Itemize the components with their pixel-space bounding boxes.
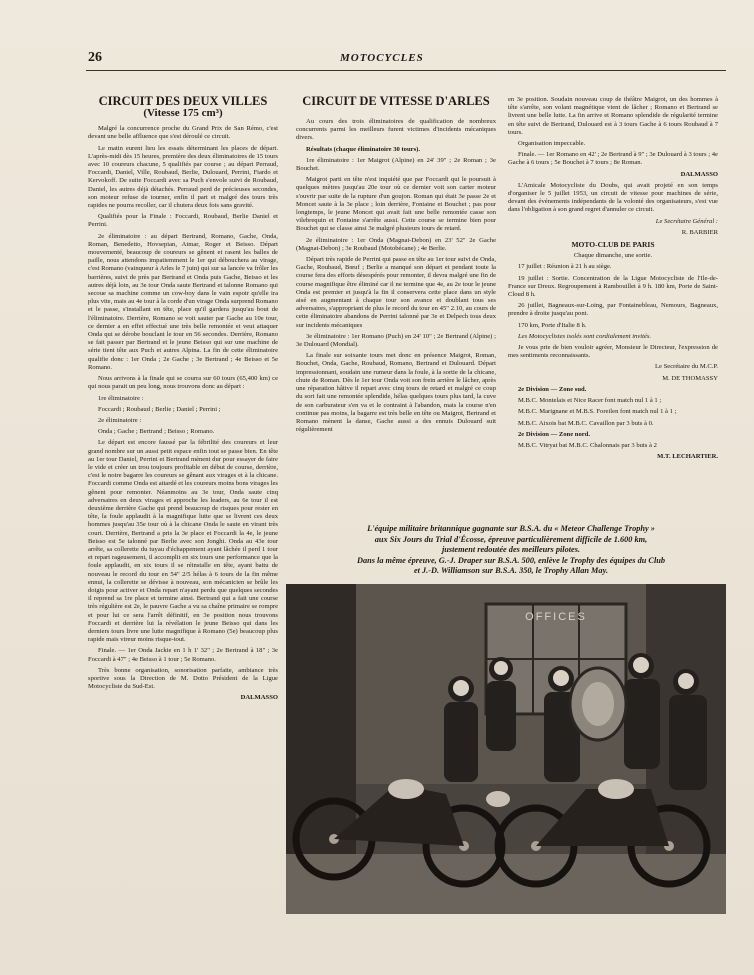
division-heading: 2e Division — Zone nord.: [518, 430, 590, 438]
club-item: 17 juillet : Réunion à 21 h au siège.: [518, 263, 612, 271]
paragraph: Maigrot parti en tête n'est inquiété que par Foccardi qui le poursuit à quelques mètres jusqu'au 20e tour où ce dernier voit son carter moteur s'ouvrir par suite de la rupture d'un goujon. Roman qui était 3e passe 2e et Moncet saute à la 3e place ; loin derrière, Fontaine et Bouchet ; pas pour longtemps, le jeune Moncet qui avait fait une belle remontée casse son vilebrequin et Fontaine s'arrête aussi. Cette course se termine bien pour Bouchet qui se classe ainsi 3e malgré plusieurs tours de retard.: [296, 176, 496, 233]
club-item: 26 juillet, Bagneaux-sur-Loing, par Fontainebleau, Nemours, Bagneaux, prendre à droite jusqu'au pont.: [508, 302, 718, 318]
match-result: M.B.C. Marignane et M.B.S. Foreilen font match nul 1 à 1 ;: [518, 408, 677, 416]
signature: R. BARBIER: [681, 228, 718, 236]
paragraph: en 3e position. Soudain nouveau coup de théâtre Maigrot, un des hommes à tête s'arrête, son volant magnétique vient de lâcher ; Romano et Bertrand se livrent une belle lutte. La fin arrive et Romano splendide de régularité termine en tête suivi de Bertrand, Dulouard est à 3 tours Gache à 6 tours Roubaud à 7 tours.: [508, 96, 718, 136]
paragraph: Au cours des trois éliminatoires de qualification de nombreux concurrents parmi les meilleurs furent victimes d'incidents mécaniques divers.: [296, 118, 496, 142]
caption-line: justement redoutée des meilleurs pilotes.: [441, 545, 581, 554]
signature-role: Le Secrétaire du M.C.P.: [655, 363, 718, 371]
magazine-title: MOTOCYCLES: [340, 52, 424, 64]
qualifier-names: Foccardi ; Roubaud ; Berlie ; Daniel ; Perrini ;: [98, 405, 221, 413]
final-results: Finale. — 1er Romano en 42' ; 2e Bertrand à 9" ; 3e Dulouard à 3 tours ; 4e Gache à 6 tours ; 5e Bouchet à 7 tours ; 8e Roman.: [508, 151, 718, 167]
paragraph: Qualifiés pour la Finale : Foccardi, Roubaud, Berlie Daniel et Perrini.: [88, 213, 278, 229]
article-title: CIRCUIT DES DEUX VILLES: [98, 94, 268, 108]
match-result: M.B.C. Montelais et Nice Racer font match nul 1 à 1 ;: [518, 397, 662, 405]
paragraph: 2e éliminatoire : au départ Bertrand, Romano, Gache, Onda, Roman, Benedetto, Hovsepian, Aimar, Roger et Beisso. Départ mouvementé, beaucoup de coureurs se gênent et rasent les balles de paille, nous attendons impatiemment le 1er qui débouchera au virage, c'est Romano (vainqueur à Arles le 7 juin) qui sur sa lancée va frôler les barrières, suivi de près par Bertrand et Onda puis Gache, Beisso et les autres déjà loin, au 3e tour Onda saute Bertrand et talonne Romano qui secoue sa machine comme un cow-boy dans le vain espoir qu'elle ira plus vite, mais au 4e tour à la corde d'un virage Onda surprend Romano et le passe, s'installant en tête, place qu'il gardera jusqu'au bout de l'éliminatoire. Derrière, Romano se voit sauter par Gache au 10e tour, ce dernier a en effet effectué une très belle remontée et veut attaquer Onda qui se dérobe bouclant le tour en 56 secondes. Derrière, Romano se fait passer par Bertrand et le jeune Beisso qui sur une machine de série tient tête aux Puch et autres Alpina. La fin de cette éliminatoire qualifie donc : 1er Onda ; 2e Gache ; 3e Bertrand ; 4e Beisso et 5e Romano.: [88, 232, 278, 371]
caption-line: et J.-D. Williamson sur B.S.A. 350, le Trophy Allan May.: [413, 566, 609, 575]
result-line: 3e éliminatoire : 1er Romano (Puch) en 24' 10" ; 2e Bertrand (Alpine) ; 3e Dulouard (Mondial).: [296, 332, 496, 349]
club-item: Les Motocyclistes isolés sont cordialement invités.: [518, 332, 652, 340]
qualifier-label: 2e éliminatoire :: [98, 416, 142, 424]
club-item: 19 juillet : Sortie. Concentration de la Ligue Motocycliste de l'Ile-de-France sur Dreux. Regroupement à Rambouillet à 9 h. 180 km, Porte de Saint-Cloud 8 h.: [508, 274, 718, 299]
paragraph: Départ très rapide de Perrini qui passe en tête au 1er tour suivi de Onda, Gache, Roubaud, Bœuf ; Berlie a manqué son départ et pendant toute la course fera des efforts désespérés pour remonter, il devra malgré une fin de course magnifique être éliminé car il ne termine que 4e, au 2e tour le jeune Onda est premier et jusqu'à la fin il conservera cette place dans un style aisé en augmentant à chaque tour son avance et doublant tous ses adversaires, s'appropriant de plus le record du tour en 45" 2.10, au cours de cette éliminatoire abandons de Perrini talonné par 3e et Delpech tous deux sur incidents mécaniques: [296, 256, 496, 329]
signature: DALMASSO: [240, 694, 278, 702]
caption-line: L'équipe militaire britannique gagnante sur B.S.A. du « Meteor Challenge Trophy »: [367, 524, 655, 533]
paragraph: Nous arrivons à la finale qui se courra sur 60 tours (65,400 km) ce qui nous parait un peu long, nous trouvons donc au départ :: [88, 375, 278, 391]
article-title: CIRCUIT DE VITESSE D'ARLES: [302, 94, 490, 108]
result-line: 1re éliminatoire : 1er Maigrot (Alpine) en 24' 39" ; 2e Roman ; 3e Bouchet.: [296, 156, 496, 173]
paragraph: La finale sur soixante tours met donc en présence Maigrot, Roman, Bouchet, Onda, Gache, Roubaud, Romano, Bertrand et Dulouard. Départ impressionnant, soudain une rumeur dans la foule, à la sortie de la chicane, chute de Roman. Dès le 1er tour Onda voit son frein arrière le lâcher, après une réparation hâtive il repart avec cinq tours de retard et malgré ce coup du sort fait une remontée splendide, hélas quelques tours plus tard, la cuve de son carburateur s'en va et le contraint à l'abandon, mais la course n'en continue pas moins, la bagarre est très belle en tête ou Maigrot, Bertrand et Romano mènent la danse, Gache aussi a des ennuis Dulouard suit régulièrement: [296, 352, 496, 434]
photo-caption: [296, 524, 726, 577]
paragraph: Le départ est encore faussé par la fébrilité des coureurs et leur grand nombre sur un aussi petit espace enfin tout se passe bien. En tête au 1er tour Daniel, Perrini et Bertrand mènent dur pour essayer de faire le vide et créer un trou toujours profitable en début de course, derrière, c'est le noire bagarre les coureurs se gênant aux virages et à la chicane. Foccardi comme Onda est attardé et les coureurs moins bons virages les gênent pour remonter. Néanmoins au 3e tour, Onda saute cinq adversaires en deux virages et approche les leaders, au 6e tour il est deuxième derrière Gache qui prend beaucoup de risques pour rester en tête, la foule applaudit à la magnifique lutte que se livrent ces deux hommes jusqu'au 35e tour où à la chicane Onda le saute en virant très court. Derrière, Bertrand a pris la 3e place et Foccardi la 4e, le jeune Beisso est 5e talonné par Berlie avec son Jonghi. Onda au 43e tour arrête, sa collerette du tuyau d'échappement ayant lâchée il perd 1 tour et repart rageusement, il accomplit en six tours une performance que la foule applaudit, en six tours il se réinstalle en tête, ayant battu de nouveau le record du tour en 54" 2/5 hélas à 6 tours de la fin même ennui, la collerette se dévisse à nouveau, son mécanicien se brûle les doigts pour activer et Onda repart n'ayant perdu que quelques secondes il reprend sa 1re place et termine ainsi. Bertrand qui a fait une course très régulière est 2e, le pauvre Gache a vu sa chaîne primaire se rompre et pour lui ce sera l'arrêt définitif, en 3e position nous trouvons Foccardi et derrière lui la révélation le jeune Beisso qui dans les derniers tours livre une lutte magnifique à Romano (5e) beaucoup plus rapide mais vireur moins risque-tout.: [88, 439, 278, 644]
column-deux-villes: [88, 94, 278, 706]
signature-role: Le Secrétaire Général :: [655, 217, 718, 225]
column-right: [508, 96, 718, 464]
results-label: Résultats (chaque éliminatoire 30 tours).: [306, 145, 420, 153]
match-result: M.B.C. Vitryat bat M.B.C. Chalonnais par 3 buts à 2: [518, 441, 657, 449]
club-item: 170 km, Porte d'Italie 8 h.: [518, 321, 587, 329]
paragraph: Organisation impeccable.: [518, 140, 586, 148]
result-line: 2e éliminatoire : 1er Onda (Magnat-Debon) en 23' 52" 2e Gache (Magnat-Debon) ; 3e Roubaud (Motobécane) ; 4e Berlie.: [296, 236, 496, 252]
column-arles: [296, 94, 496, 437]
paragraph: Je vous prie de bien vouloir agréer, Monsieur le Directeur, l'expression de mes sentiments reconnaissants.: [508, 344, 718, 360]
team-photo: [286, 584, 726, 914]
caption-line: aux Six Jours du Trial d'Écosse, épreuve particulièrement difficile de 1.600 km,: [374, 534, 648, 544]
header-rule: [86, 70, 726, 71]
club-title: MOTO-CLUB DE PARIS: [571, 240, 655, 250]
signature: M.T. LECHARTIER.: [657, 453, 718, 461]
photo-illustration: [286, 584, 726, 914]
final-results: Finale. — 1er Onda Jackie en 1 h 1' 32" ; 2e Bertrand à 18" ; 3e Foccardi à 47" ; 4e Beisso à 1 tour ; 5e Romano.: [88, 647, 278, 663]
caption-line: Dans la même épreuve, G.-J. Draper sur B.S.A. 500, enlève le Trophy des équipes du Club: [356, 555, 666, 565]
paragraph: L'Amicale Motocycliste du Doubs, qui avait projeté en son temps d'organiser le 5 juillet 1953, un circuit de vitesse pour machines de série, devant des événements indépendants de la volonté des organisateurs, s'est vue dans l'obligation à son grand regret d'annuler ce circuit.: [508, 181, 718, 214]
division-heading: 2e Division — Zone sud.: [518, 385, 587, 393]
club-subtitle: Chaque dimanche, une sortie.: [573, 252, 653, 260]
page-number: 26: [88, 50, 102, 65]
paragraph: Le matin eurent lieu les essais déterminant les places de départ. L'après-midi dès 15 heures, première des deux éliminatoires de 15 tours avec 10 coureurs chacune, 5 qualifiés par course ; au départ Perraud, Foccardi, Daniel, Ville, Roubaud, Berlie, Dulouard, Perrini, Fiardo et Kervokoff. De suite Foccardi avec sa Puch s'envole suivi de Roubaud, Daniel, les autres déjà détachés. Perraud perd de précieuses secondes, son moteur refuse de tourner, enfin il part et malgré des tours très rapides ne pourra recoller, car il chutera deux fois sans gravité.: [88, 144, 278, 210]
article-subtitle: (Vitesse 175 cm³): [143, 107, 223, 119]
paragraph: Malgré la concurrence proche du Grand Prix de San Rémo, c'est devant une belle affluence que s'est déroulé ce circuit.: [88, 125, 278, 141]
qualifier-names: Onda ; Gache ; Bertrand ; Beisso ; Romano.: [98, 428, 215, 436]
signature: DALMASSO: [680, 170, 718, 178]
qualifier-label: 1re éliminatoire :: [98, 394, 144, 402]
paragraph: Très bonne organisation, sonorisation parfaite, ambiance très sportive sous la Direction de M. Dotto Président de la Ligue Motocycliste du Sud-Est.: [88, 666, 278, 691]
match-result: M.B.C. Aixois bat M.B.C. Cavaillon par 3 buts à 0.: [518, 419, 654, 427]
signature: M. DE THOMASSY: [662, 374, 718, 382]
offices-sign: OFFICES: [525, 611, 587, 623]
